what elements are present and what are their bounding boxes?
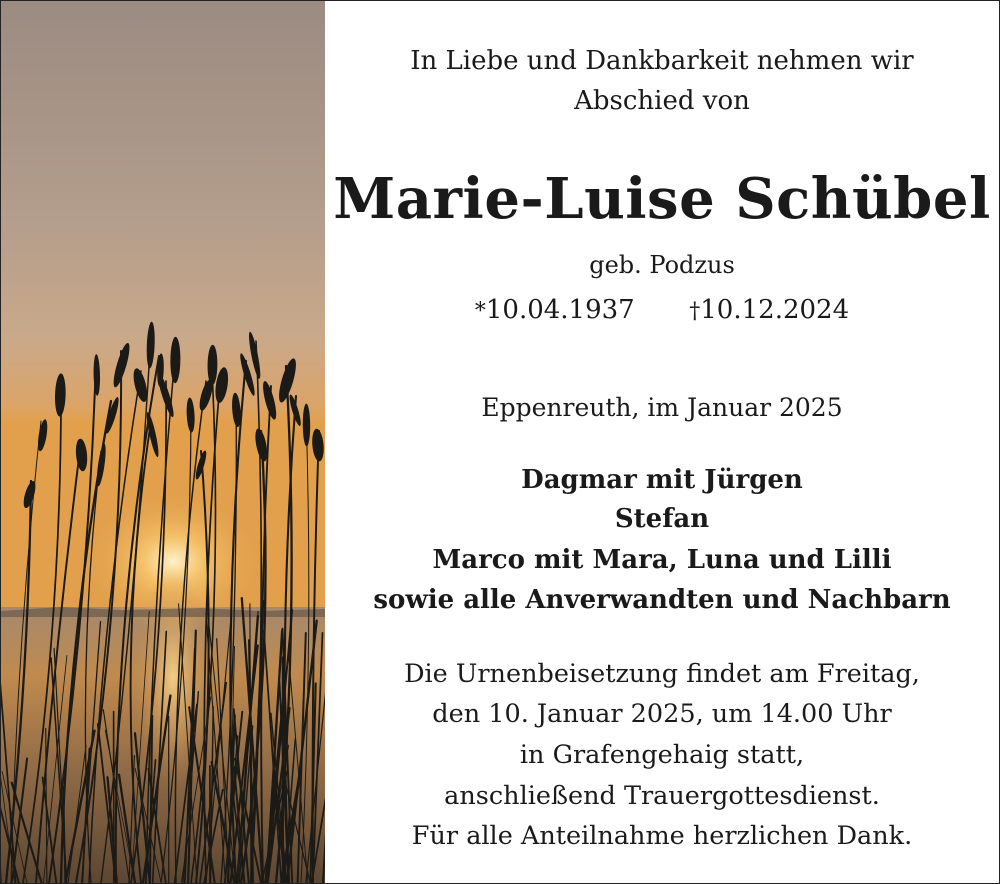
mourner-line: Stefan (614, 504, 710, 534)
star-icon: * (474, 299, 486, 324)
notice-line: in Grafengehaig statt, (519, 740, 805, 770)
dagger-icon: † (689, 299, 701, 324)
death-date: 10.12.2024 (700, 295, 850, 325)
birth-name: geb. Podzus (589, 251, 735, 279)
mourner-line: sowie alle Anverwandten und Nachbarn (373, 585, 951, 615)
intro-line-1: In Liebe und Dankbarkeit nehmen wir (410, 46, 914, 76)
place-and-date: Eppenreuth, im Januar 2025 (481, 393, 843, 422)
notice-line: den 10. Januar 2025, um 14.00 Uhr (432, 699, 892, 729)
notice-line: Für alle Anteilnahme herzlichen Dank. (411, 821, 913, 851)
notice-text (325, 1, 999, 883)
life-dates (325, 295, 999, 325)
mourner-line: Marco mit Mara, Luna und Lilli (432, 545, 892, 575)
sunset-reed-photo (1, 1, 325, 883)
sunset-reed-image (1, 1, 325, 883)
intro-line-2: Abschied von (574, 86, 750, 116)
notice-line: anschließend Trauergottesdienst. (444, 781, 880, 811)
notice-line: Die Urnenbeisetzung findet am Freitag, (404, 659, 920, 689)
mourner-line: Dagmar mit Jürgen (521, 465, 803, 495)
deceased-name: Marie-Luise Schübel (333, 166, 991, 232)
birth-date: 10.04.1937 (485, 295, 635, 325)
